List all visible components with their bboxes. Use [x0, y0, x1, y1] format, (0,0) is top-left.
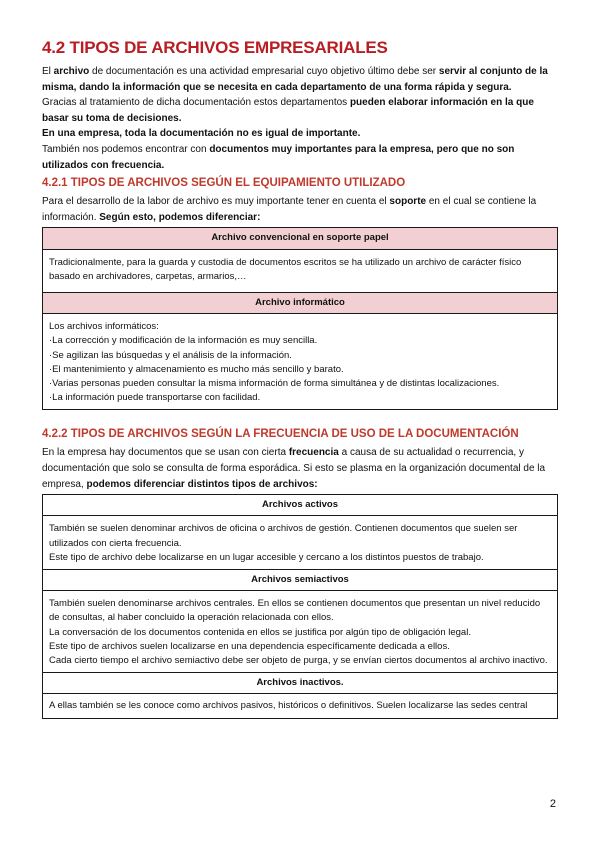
section-heading-1: 4.2.1 TIPOS DE ARCHIVOS SEGÚN EL EQUIPAMIENTO UTILIZADO	[42, 177, 406, 190]
table-cell-semiactive	[43, 591, 558, 673]
bold-text: Según esto, podemos diferenciar:	[99, 211, 261, 223]
cell-line: También suelen denominarse archivos centrales. En ellos se contienen documentos que presentan un nivel reducido de consultas, al haber concluido la operación relacionada con ellos.	[49, 598, 541, 624]
table-cell-digital	[43, 314, 558, 410]
list-intro: Los archivos informáticos:	[49, 321, 159, 333]
intro-paragraph-4	[42, 142, 558, 173]
cell-line: Este tipo de archivos suelen localizarse en una dependencia específicamente dedicada a ellos.	[49, 640, 450, 652]
bold-text: En una empresa, toda la documentación no es igual de importante.	[42, 128, 361, 140]
cell-line: La conversación de los documentos contenida en ellos se justifica por algún tipo de obligación legal.	[49, 626, 471, 638]
bold-text: servir al conjunto de la misma, dando la información que se necesita en cada departamento de una forma rápida y segura.	[42, 66, 548, 93]
table-cell-conventional: Tradicionalmente, para la guarda y custodia de documentos escritos se ha utilizado un archivo de carácter físico basado en archivadores, carpetas, armarios,…	[43, 249, 558, 292]
table-cell-inactive: A ellas también se les conoce como archivos pasivos, históricos o definitivos. Suelen localizarse las sedes central	[43, 694, 558, 718]
text-run: en el cual se contiene la información.	[42, 196, 537, 223]
bold-text: soporte	[389, 196, 427, 208]
cell-line: También se suelen denominar archivos de oficina o archivos de gestión. Contienen documentos que suelen ser utilizados con cierta frecuencia.	[49, 523, 518, 549]
intro-paragraph-2	[42, 95, 558, 126]
text-run: Gracias al tratamiento de dicha documentación estos departamentos	[42, 97, 350, 109]
bold-text: podemos diferenciar distintos tipos de archivos:	[86, 478, 318, 490]
text-run: de documentación es una actividad empresarial cuyo objetivo último debe ser	[89, 66, 439, 77]
equipment-table	[42, 227, 558, 410]
bold-text: archivo	[53, 66, 90, 77]
table-header-semiactive: Archivos semiactivos	[43, 569, 558, 590]
text-run: Para el desarrollo de la labor de archivo es muy importante tener en cuenta el	[42, 196, 390, 208]
list-item: ·La información puede transportarse con facilidad.	[49, 392, 261, 404]
section-heading-2: 4.2.2 TIPOS DE ARCHIVOS SEGÚN LA FRECUENCIA DE USO DE LA DOCUMENTACIÓN	[42, 428, 519, 441]
table-header-active: Archivos activos	[43, 495, 558, 516]
list-item: ·El mantenimiento y almacenamiento es mucho más sencillo y barato.	[49, 363, 344, 375]
cell-line: Este tipo de archivo debe localizarse en un lugar accesible y cercano a los distintos puestos de trabajo.	[49, 551, 484, 563]
bold-text: pueden elaborar información en la que basar su toma de decisiones.	[42, 97, 534, 124]
bold-text: frecuencia	[288, 447, 339, 459]
frequency-table	[42, 494, 558, 718]
table-header-conventional: Archivo convencional en soporte papel	[43, 228, 558, 249]
list-item: ·Se agilizan las búsquedas y el análisis de la información.	[49, 349, 292, 361]
text-run: También nos podemos encontrar con	[42, 143, 210, 155]
table-header-inactive: Archivos inactivos.	[43, 673, 558, 694]
text-run: El	[42, 66, 54, 77]
intro-paragraph-3	[42, 126, 558, 142]
page-number: 2	[549, 798, 556, 810]
document-page	[42, 38, 558, 719]
text-run: En la empresa hay documentos que se usan con cierta	[42, 447, 289, 459]
list-item: ·La corrección y modificación de la información es muy sencilla.	[49, 335, 318, 347]
cell-line: Cada cierto tiempo el archivo semiactivo debe ser objeto de purga, y se envían ciertos documentos al archivo inactivo.	[49, 654, 548, 666]
intro-paragraph-1	[42, 64, 558, 95]
page-title: 4.2 TIPOS DE ARCHIVOS EMPRESARIALES	[42, 38, 388, 57]
section2-paragraph	[42, 445, 558, 492]
table-cell-active	[43, 516, 558, 570]
section1-paragraph	[42, 194, 558, 225]
list-item: ·Varias personas pueden consultar la misma información de forma simultánea y de distintas localizaciones.	[49, 377, 500, 389]
table-header-digital: Archivo informático	[43, 292, 558, 313]
text-run: a causa de su actualidad o recurrencia, y documentación que solo se consulta de forma esporádica. Si esto se plasma en la organización documental de la empresa,	[42, 447, 546, 490]
bold-text: documentos muy importantes para la empresa, pero que no son utilizados con frecuencia.	[42, 143, 515, 171]
